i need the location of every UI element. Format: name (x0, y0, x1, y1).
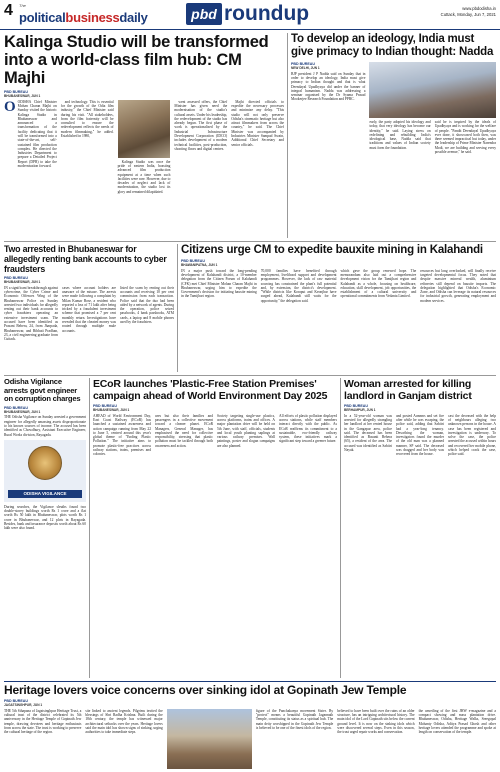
kalinga-studio-photo (118, 100, 171, 158)
story-text: During searches, the Vigilance sleuths found two double-storey buildings worth Rs 1 crore and a flat worth Rs 50 lakh in Bhubaneswar, plots worth Rs 1 crore in Bhubaneswar, and 12 plots in Rayagada. Besides, bank and insurance deposits worth about Rs 60 lakh were also found. (4, 504, 86, 531)
story-text: cast the deceased with the help of neighbours alleging two unknown persons in the house. A case has been registered and investigation is underway. To solve the case, the police arrested the accused within hours and recovered her mobile phone, which helped crack the case, police said. (448, 413, 496, 457)
story-heritage (4, 684, 496, 770)
masthead (0, 0, 500, 30)
masthead-info (441, 6, 496, 18)
story-text: ODISHA Chief Minister Mohan Charan Majhi on Sunday visited the historic Kalinga Studio in Bhubaneswar and announced a transformation of the facility dedicating that it will be transformed into a state-of-the-art, self-sustained film production complex. He directed the Industries Department to prepare a Detailed Project Report (DPR) to take the modernisation forward. (17, 99, 57, 169)
page-number: 4 (4, 2, 13, 19)
dateline: BERHAMPUR, JUN 1 (344, 408, 376, 413)
byline: PBD BUREAU (4, 405, 28, 410)
story-text: and posted Aonnms and set fire after while he was escaping, the police said, adding that Sabitri had a year-long tenancy. Describing the woman, investigators found the murder of the old man was a planned manner, SP said. The deceased was dragged and her body was recovered from the house. (396, 413, 444, 457)
byline: PBD BUREAU (4, 276, 28, 280)
headline-kalinga: Kalinga Studio will be transformed into a world-class film hub: CM Majhi (4, 33, 269, 87)
story-text: went assessed offers, the Chief Minister has given need the modernisation of the studio's cultural assets. Under his leadership, the redevelopment of the studio has already begun. The first phase of work is operationalised by the Industrial Infrastructure Development Corporation (IDCO) includes development of a modern technical facilities, post-production, shooting floors and digital centres. (174, 99, 228, 151)
story-text: THE 5th Sthapana of Jagatsinghpur Heritage Trust, a cultural trust of the district celebrated its 5th anniversary in the Heritage Temple of Gopinath Jew temple, drawing devotees and heritage enthusiasts from across the state. The trust is working to preserve the cultural heritage of the region. (4, 708, 82, 735)
section-divider (4, 241, 496, 242)
story-text: Majhi directed officials to expedite the necessary processes and minimize any delay. "This studio will not only preserve Odisha's cinematic heritage but also attract filmmakers from across the country," he said. The Chief Minister was accompanied by Industries Minister Sampad Swain, Additional Chief Secretary and senior officials. (231, 99, 284, 147)
story-vigilance (4, 378, 86, 678)
story-columns (4, 100, 284, 194)
column-divider (89, 378, 90, 678)
dateline: BHAWANIPATNA, JUN 1 (181, 263, 218, 268)
section-divider (4, 375, 496, 376)
story-text: listed the scam by renting out their accounts and receiving 10 per cent commission from each transaction. Police said that the duo had been aided by a network of agents. During the operation, police seized passbooks, 4 bank passbooks, ATM cards, a laptop and 8 mobile phones used by the fraudsters. (120, 285, 174, 324)
byline: PBD BUREAU (181, 259, 205, 263)
story-text: said he is inspired by the ideals of Upadhyaya and is working for the welfare of people. "Pandit Deendayal Upadhyaya ever done, it showcased both then, was there seemed impractical but today, under the leadership of Prime Minister Narendra Modi, we are building and serving every possible avenue," he said. (434, 120, 496, 155)
story-text: cases where account holders are unaware of the misuse. The arrests were made following a complaint by Milan Kumar Bose, a resident who reported a loss of 71 lakh after being tricked by a fraudulent investment scheme that promised a 7 per cent monthly return. Investigations have revealed that the cheated money was routed through multiple mule accounts. (62, 285, 116, 333)
story-text: ures but also their families and passengers in a collective movement toward a cleaner planet. ECoR Managers, General Manager, has emphasised the need for collective responsibility, stressing that plastic pollution must be tackled through both awareness and action. (155, 413, 213, 448)
headline-ecor: ECoR launches 'Plastic-Free Station Premises' campaign ahead of World Environment Day 2025 (93, 378, 328, 402)
story-text: resources but long overlooked, will finally receive targeted developmental focus. They noted that despite massive mineral wealth, aluminium refineries still depend on bauxite imports. The delegation highlighted that Odisha's Economic Zone, and Odisha can leverage its natural resources for industrial growth, generating employment and modern services. (420, 268, 496, 303)
column-divider (340, 378, 341, 678)
story-text: 70,000 families have benefited through employment, livelihood support and development programmes. However, the lack of raw material sourcing has constrained the plant's full potential and, by extension, the district's development. "While districts like Koraput and Keonjhar have surged ahead, Kalahandi still waits for the opportunity," the delegation said. (260, 268, 337, 303)
byline: PBD BUREAU (344, 404, 368, 408)
story-text: BJP president J P Nadda said on Sunday that in order to develop an ideology, India must give primacy to Indian thought and that is what Deendayal Upadhyaya did under the banner of integral humanism. Nadda was addressing a seminar organised by the Dr Syama Prasad Mookerjee Research Foundation and PPRC. (291, 71, 366, 102)
website-link[interactable]: www.pbdodisha.in (462, 6, 496, 11)
story-text: AHEAD of World Environment Day, East Coast Railway (ECoR) has launched a sustained awareness and action campaign running from May 22 to June 5, centred around this year's global theme of "Ending Plastic Pollution." The initiative aims to promote plastic-free practices across railway stations, trains, premises and colonies. (93, 413, 151, 457)
brand-tail: daily (119, 10, 148, 25)
column-divider (287, 33, 288, 238)
story-ecor (93, 378, 337, 678)
story-text: In a 52-year-old woman was arrested for allegedly strangling her landlord at her rented house in the Gangapur area, police said. The deceased has been identified as Basanti Behera (65), a resident of the area. The accused was identified as Sabitri Nayak. (344, 413, 392, 452)
byline: PBD BUREAU (291, 62, 315, 66)
story-text: IN a major push toward the long-pending development of Kalahandi district, a 10-member delegation from the Citizen Forum of Kalahandi (CFK) met Chief Minister Mohan Charan Majhi in Bhubaneswar, urging him to expedite the Government's decision for initiating bauxite mining in the Tamijhari region. (181, 268, 257, 299)
headline-fraud: Two arrested in Bhubaneswar for allegedly renting bank accounts to cyber fraudsters (4, 244, 167, 274)
issue-date: Cuttack, Monday, Jun 7, 2021 (440, 12, 496, 17)
story-column (118, 100, 171, 194)
headline-vigilance: Odisha Vigilance arrests govt engineer on corruption charges (4, 378, 81, 404)
byline: PBD BUREAU (4, 699, 28, 703)
story-text: THE Odisha Vigilance on Sunday arrested a government engineer for allegedly amassing assets disproportionate to his known sources of income. The accused has been identified as Chowdhury, Assistant Executive Engineer, Rural Works division, Rayagada. (4, 415, 86, 437)
story-kalinga-studio (4, 33, 284, 238)
story-column (174, 100, 227, 194)
nadda-photo (369, 62, 496, 118)
newspaper-brand (19, 3, 148, 25)
story-cyber-fraud (4, 244, 174, 372)
section-logo (186, 1, 314, 27)
story-column (231, 100, 284, 194)
story-text: IN a significant breakthrough against cybercrime, the Cyber Crime and Economic Offences Wing of the Bhubaneswar Police on Sunday arrested two individuals for allegedly renting out their bank accounts to cyber fraudsters operating an extensive investment scam. The accused have been identified as Prasant Behera, 24, from Jharpada, Bhubaneswar, and Bibhuti Pradhan, 23, a civil engineering graduate from Cuttack. (4, 285, 58, 342)
column-divider (177, 244, 178, 372)
story-text: believed to have been built over the ruins of an older structure, has an intriguing architectural history. The main idol of the Lord Gopinath sits below the current ground level. It is now on the sinking idols which were discovered several steps. Even in this season, the trust urged repair works and conservation. (337, 708, 415, 735)
dateline: NEW DELHI, JUN 1 (291, 66, 320, 71)
story-kalahandi (181, 244, 496, 372)
story-text: early, the party adopted his ideology and today, that very ideology has become our identity," he said. Laying stress on redefining and rebuilding India's ideological base, Nadda said that traditions and values of Indian society must form the foundation. (369, 120, 431, 150)
story-text: Kalinga Studio was once the pride of eastern India, boasting advanced film production equipment at a time when such facilities were rare. However, due to decades of neglect and lack of modernisation, the studio lost its glory and remained dilapidated. (117, 159, 171, 194)
dateline: BHUBANESWAR, JUN 1 (93, 408, 130, 413)
story-column (61, 100, 114, 194)
story-column (4, 100, 57, 194)
headline-nadda: To develop an ideology, India must give primacy to Indian thought: Nadda (291, 33, 494, 58)
dateline: BHUBANESWAR, JUN 1 (4, 410, 41, 415)
vigilance-label: ODISHA VIGILANCE (8, 490, 82, 498)
story-text: All efforts of plastic pollution displayed across stations, while staff members interact directly with the public. As ECoR reaffirms its commitment to a sustainable, eco-friendly railway system, these initiatives mark a significant step toward a greener future. (279, 413, 337, 444)
brand-main: political (19, 10, 66, 25)
byline: PBD BUREAU (93, 404, 117, 408)
headline-heritage: Heritage lovers voice concerns over sinking idol at Gopinath Jew Temple (4, 684, 407, 697)
dateline: BHUBANESWAR, JUN 1 (4, 280, 41, 285)
gopinath-temple-photo (167, 709, 252, 769)
story-text: Society targeting single-use plastics, across platforms, trains and offices. A major plantation drive will be held on 5th June, with staff, officials, students and local youth planting saplings at various railway premises. Wall paintings, poster and slogan campaigns are also planned. (217, 413, 275, 448)
story-text: the unveiling of the first JHW e-magazine and a compact showing and mass plantation drive. Bhubaneswar, Odisha, Heritage Walks, Sreegopal Mohanty Odisha, Aditya Prasad Ghosh and other heritage lovers attended the programme and spoke at length on conservation of the temple. (418, 708, 496, 735)
brand-accent: business (65, 10, 120, 25)
headline-kalahandi: Citizens urge CM to expedite bauxite mining in Kalahandi (181, 244, 483, 256)
byline: PBD BUREAU (4, 90, 28, 94)
story-woman-arrested (344, 378, 496, 678)
story-nadda-ideology (291, 33, 496, 238)
dateline: JAGATSINGHPUR, JUN 1 (4, 703, 43, 708)
vigilance-badge (4, 440, 86, 502)
vigilance-seal-icon (28, 446, 62, 480)
section-title: roundup (224, 2, 310, 25)
story-text: and technology. This is essential for the growth of the Odia film industry," the Chief Minister said during his visit. "All stakeholders, from the film fraternity will be consulted to ensure the redevelopment reflects the needs of modern filmmaking," he added. Established in 1980, (60, 99, 114, 138)
story-text: which gave the group renewed hope. The memorandum also laid out a comprehensive development vision for the Tamijhari region and Kalahandi as a whole, focusing on healthcare, education, skill development, job opportunities, the establishment of a cultural university and operational commitments from Vedanta Limited. (340, 268, 417, 299)
drop-cap: O (4, 98, 16, 115)
brand-tagline: The (19, 3, 26, 8)
section-divider (4, 681, 496, 682)
dateline: BHUBANESWAR, JUN 1 (4, 94, 41, 99)
story-text: site linked to ancient legends. Pilgrims invited the blessings of Shri Radha Krishna. Built during the 18th century, the temple has witnessed major architectural setbacks over the years. Heritage lovers said the main idol has shown signs of sinking, urging authorities to take immediate steps. (85, 708, 163, 735)
headline-woman: Woman arrested for killing landlord in Ganjam district (344, 378, 472, 402)
story-text: figure of the Panchakanya movement Sister. By "protect" means a beautiful Gopinath Jagannath Temple, constituting its status as a spiritual hub. The main deity worshipped in the Gopinath Jew Temple is believed to be one of the finest idols of the region. (255, 708, 334, 730)
brand-name (19, 11, 148, 25)
pbd-logo-badge: pbd (186, 3, 222, 25)
